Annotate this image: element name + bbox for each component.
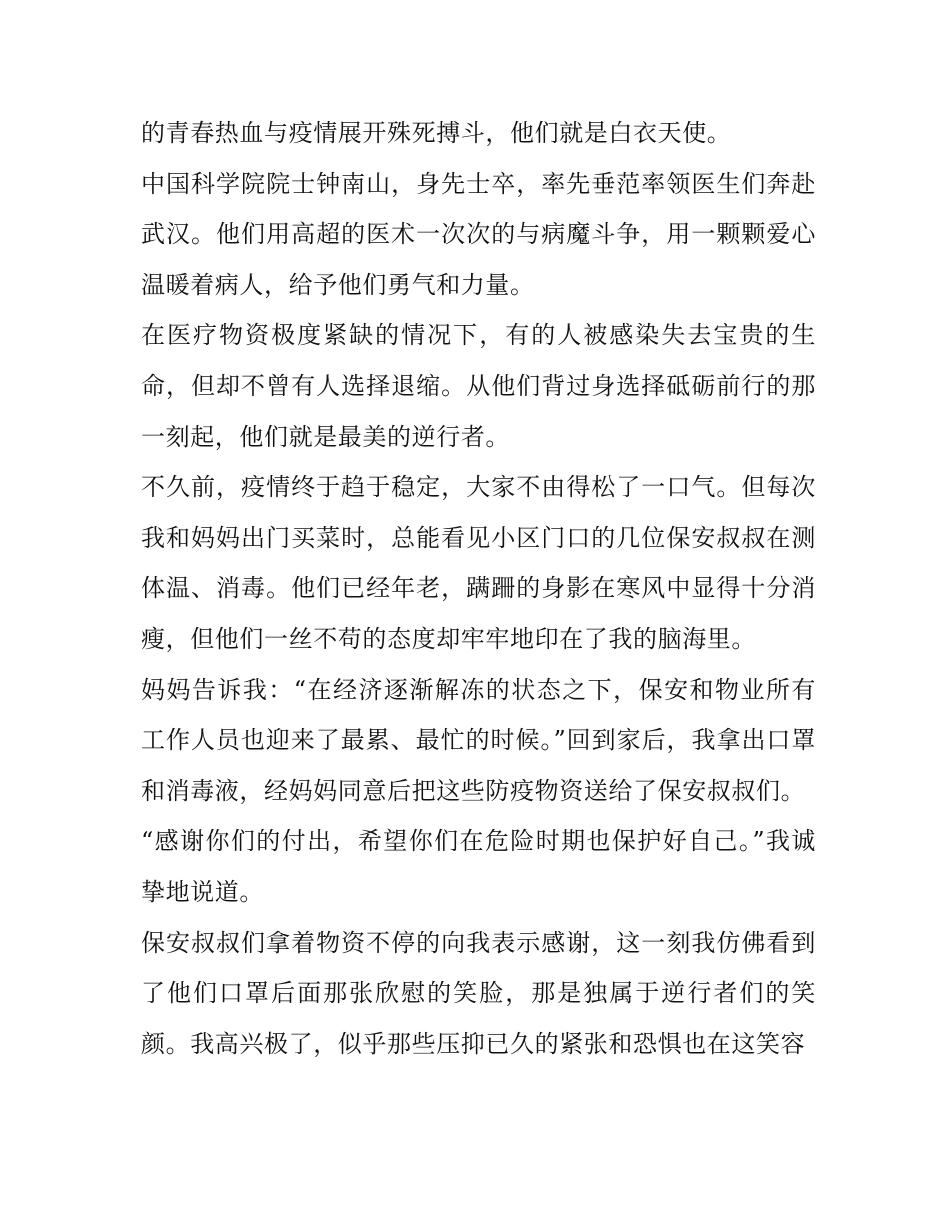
paragraph-6: “感谢你们的付出，希望你们在危险时期也保护好自己。”我诚挚地说道。 (141, 827, 816, 906)
paragraph-7: 保安叔叔们拿着物资不停的向我表示感谢，这一刻我仿佛看到了他们口罩后面那张欣慰的笑脸，那是独属于逆行者们的笑颜。我高兴极了，似乎那些压抑已久的紧张和恐惧也在这笑容 (141, 928, 816, 1058)
paragraph-3: 在医疗物资极度紧缺的情况下，有的人被感染失去宝贵的生命，但却不曾有人选择退缩。从他们背过身选择砥砺前行的那一刻起，他们就是最美的逆行者。 (141, 321, 816, 451)
paragraph-4: 不久前，疫情终于趋于稳定，大家不由得松了一口气。但每次我和妈妈出门买菜时，总能看见小区门口的几位保安叔叔在测体温、消毒。他们已经年老，蹒跚的身影在寒风中显得十分消瘦，但他们一丝不苟的态度却牢牢地印在了我的脑海里。 (141, 473, 816, 653)
document-body (141, 108, 816, 1069)
paragraph-1: 的青春热血与疫情展开殊死搏斗，他们就是白衣天使。 (141, 119, 732, 147)
paragraph-5: 妈妈告诉我：“在经济逐渐解冻的状态之下，保安和物业所有工作人员也迎来了最累、最忙的时候。”回到家后，我拿出口罩和消毒液，经妈妈同意后把这些防疫物资送给了保安叔叔们。 (141, 675, 816, 805)
paragraph-2: 中国科学院院士钟南山，身先士卒，率先垂范率领医生们奔赴武汉。他们用高超的医术一次次的与病魔斗争，用一颗颗爱心温暖着病人，给予他们勇气和力量。 (141, 169, 816, 299)
